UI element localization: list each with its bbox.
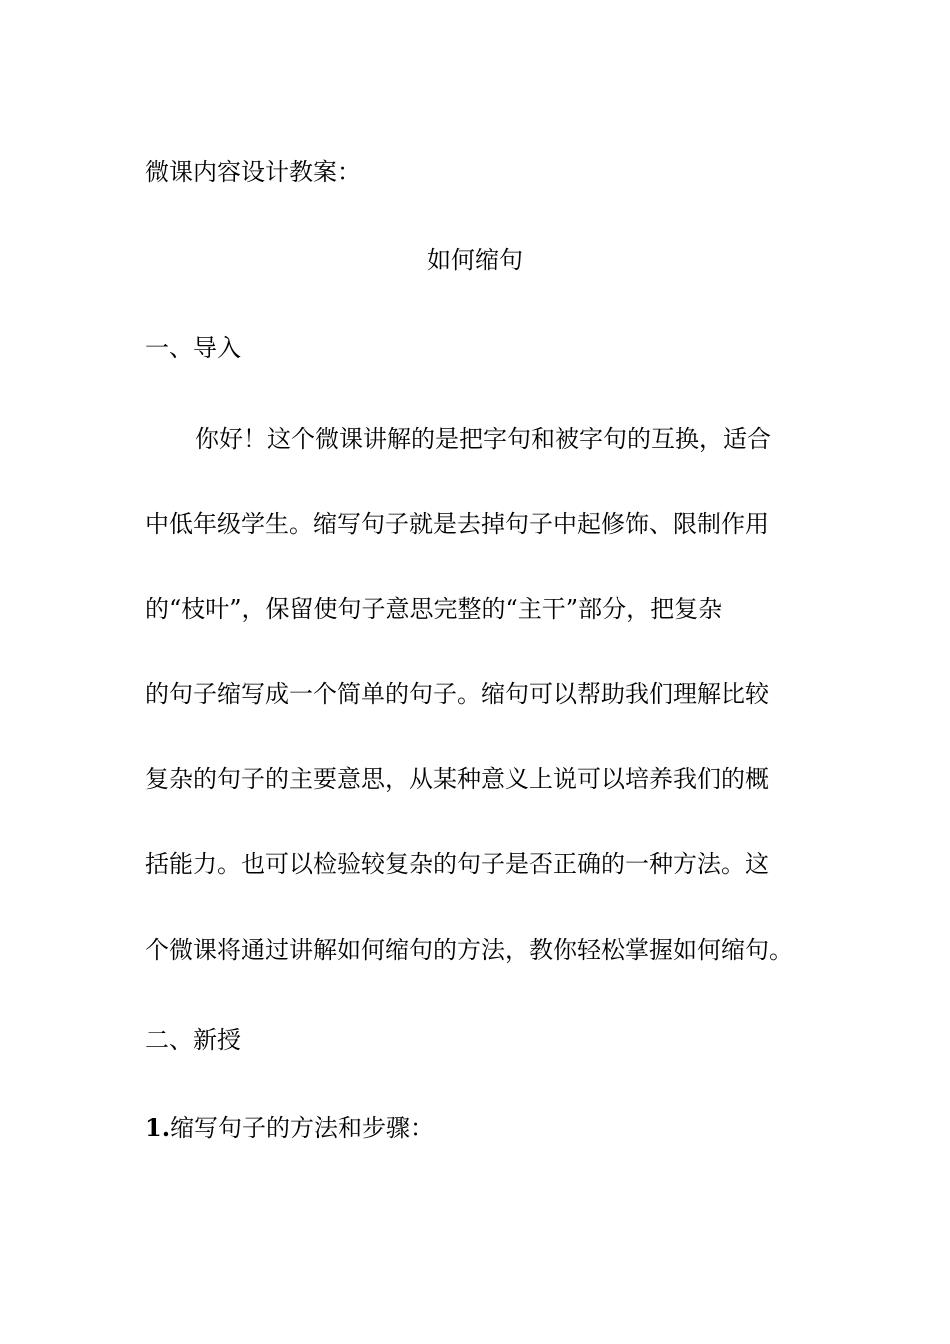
paragraph-line: 复杂的句子的主要意思，从某种意义上说可以培养我们的概 — [145, 765, 769, 793]
subsection-heading — [145, 1114, 434, 1142]
paragraph-line: 的句子缩写成一个简单的句子。缩句可以帮助我们理解比较 — [145, 680, 769, 708]
subsection-number: 1. — [145, 1113, 171, 1142]
document-title: 如何缩句 — [427, 246, 523, 274]
section-heading-new-lesson: 二、新授 — [145, 1026, 241, 1054]
intro-label: 微课内容设计教案： — [145, 158, 361, 186]
subsection-text: 缩写句子的方法和步骤： — [170, 1114, 435, 1142]
paragraph-line: 个微课将通过讲解如何缩句的方法，教你轻松掌握如何缩句。 — [145, 936, 793, 964]
paragraph-line: 中低年级学生。缩写句子就是去掉句子中起修饰、限制作用 — [145, 510, 769, 538]
paragraph-line: 的“枝叶”，保留使句子意思完整的“主干”部分，把复杂 — [145, 595, 723, 623]
section-heading-intro: 一、导入 — [145, 334, 241, 362]
paragraph-line: 括能力。也可以检验较复杂的句子是否正确的一种方法。这 — [145, 850, 769, 878]
paragraph-line: 你好！这个微课讲解的是把字句和被字句的互换，适合 — [195, 425, 771, 453]
